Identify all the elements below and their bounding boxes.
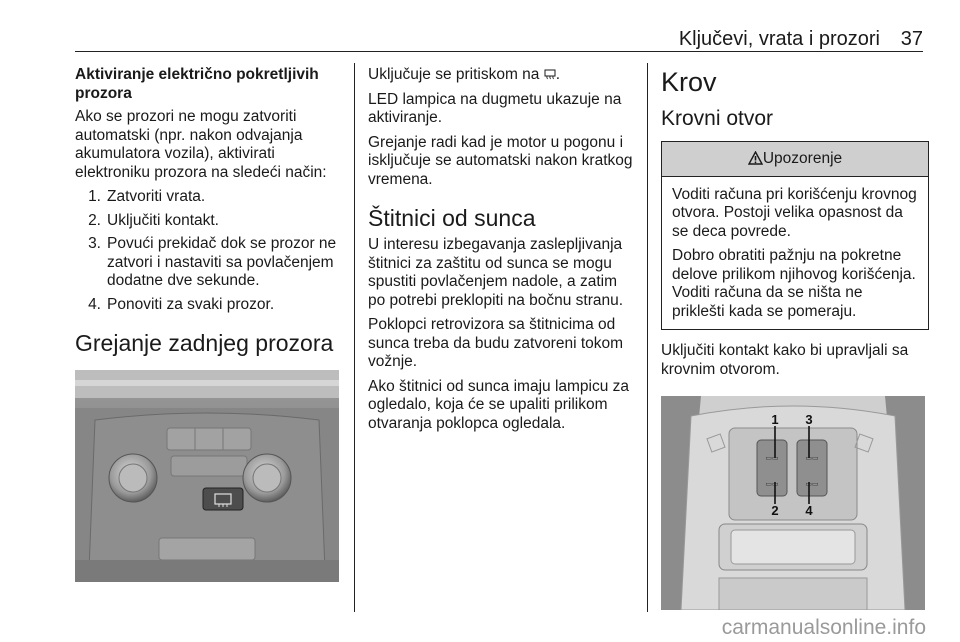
climate-control-panel-image xyxy=(75,370,339,582)
diagram-label-1 xyxy=(771,412,778,427)
warning-box xyxy=(661,141,929,330)
step-number: 3. xyxy=(88,235,101,252)
svg-text:▭▭: ▭▭ xyxy=(765,454,779,462)
paragraph-led: LED lampica na dugmetu ukazuje na aktiviranje. xyxy=(368,90,622,126)
header-rule xyxy=(75,51,923,52)
list-item xyxy=(75,235,345,291)
column-divider-2 xyxy=(647,63,648,612)
page-number: 37 xyxy=(900,28,923,50)
diagram-label-2 xyxy=(771,503,778,518)
diagram-label-3 xyxy=(805,412,812,427)
svg-text:▭▭: ▭▭ xyxy=(805,454,819,462)
paragraph-ignition: Uključiti kontakt kako bi upravljali sa krovnim otvorom. xyxy=(661,342,909,378)
svg-text:2: 2 xyxy=(771,503,779,518)
step-number: 4. xyxy=(88,295,101,313)
step-text: Povući prekidač dok se prozor ne zatvori i nastaviti sa povlačenjem dodatne dve sekunde. xyxy=(107,235,337,289)
warning-title: Upozorenje xyxy=(762,150,843,167)
section-heading-roof: Krov xyxy=(661,67,717,97)
warning-body xyxy=(662,177,928,330)
intro-paragraph: Ako se prozori ne mogu zatvoriti automatski (npr. nakon odvajanja akumulatora vozila), aktivirati elektroniku prozora na sledeći način: xyxy=(75,108,327,181)
activation-end: . xyxy=(555,66,561,83)
list-item xyxy=(75,212,345,231)
column-divider-1 xyxy=(354,63,355,612)
svg-text:3: 3 xyxy=(805,412,813,427)
warning-header xyxy=(662,142,928,177)
step-text: Uključiti kontakt. xyxy=(107,211,219,229)
column-2 xyxy=(368,66,638,439)
subheading-sunroof: Krovni otvor xyxy=(661,107,774,130)
section-heading-sun-visors: Štitnici od sunca xyxy=(368,205,536,231)
paragraph-sun-visor-1: U interesu izbegavanja zaslepljivanja štitnici za zaštitu od sunca se mogu spustiti povlačenjem nadole, a zatim po potrebi preklopiti na bočnu stranu. xyxy=(368,236,624,309)
paragraph-sun-visor-3: Ako štitnici od sunca imaju lampicu za ogledalo, koja će se upaliti prilikom otvaranja poklopca ogledala. xyxy=(368,377,630,432)
svg-text:▭▭: ▭▭ xyxy=(765,480,779,488)
rear-window-heater-icon xyxy=(544,69,556,80)
svg-text:1: 1 xyxy=(771,412,779,427)
diagram-label-4 xyxy=(805,503,813,518)
watermark: carmanualsonline.info xyxy=(721,616,926,639)
steps-list xyxy=(75,188,345,314)
section-heading-rear-window-heating: Grejanje zadnjeg prozora xyxy=(75,330,334,356)
step-number: 1. xyxy=(88,188,101,205)
warning-triangle-icon xyxy=(748,151,763,165)
warning-paragraph-2: Dobro obratiti pažnju na pokretne delove prilikom njihovog korišćenja. Voditi računa da se ništa ne priklešti kada se pomeraju. xyxy=(672,247,916,320)
warning-paragraph-1: Voditi računa pri korišćenju krovnog otvora. Postoji velika opasnost da se deca povrede. xyxy=(672,185,917,240)
step-text: Zatvoriti vrata. xyxy=(107,188,206,205)
paragraph-sun-visor-2: Poklopci retrovizora sa štitnicima od sunca treba da budu zatvoreni tokom vožnje. xyxy=(368,316,624,370)
section-heading-power-windows: Aktiviranje električno pokretljivih prozora xyxy=(75,66,319,102)
paragraph-heating: Grejanje radi kad je motor u pogonu i isključuje se automatski nakon kratkog vremena. xyxy=(368,133,633,188)
list-item xyxy=(75,296,345,315)
column-3 xyxy=(661,66,929,385)
sunroof-switch-image xyxy=(661,396,925,610)
activation-text: Uključuje se pritiskom na xyxy=(368,66,540,83)
list-item xyxy=(75,188,345,207)
svg-text:4: 4 xyxy=(805,503,813,518)
paragraph-activation xyxy=(368,66,638,85)
page-header-title: Ključevi, vrata i prozori xyxy=(678,28,880,50)
column-1 xyxy=(75,66,345,361)
svg-text:▭▭: ▭▭ xyxy=(805,480,819,488)
step-number: 2. xyxy=(88,211,101,229)
step-text: Ponoviti za svaki prozor. xyxy=(107,295,275,313)
